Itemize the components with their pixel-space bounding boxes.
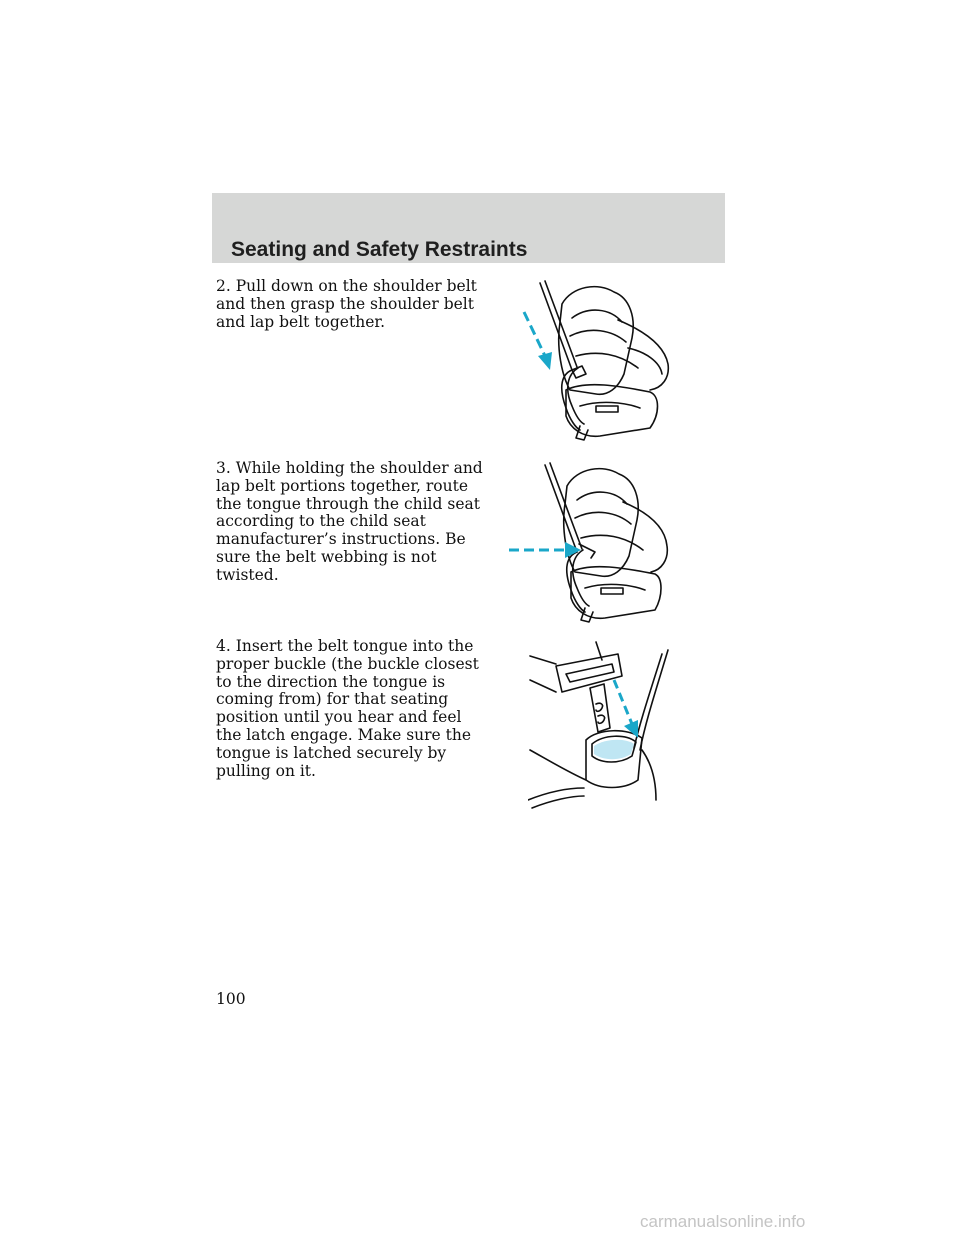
page-number: 100 <box>216 990 246 1008</box>
arrow-right-icon <box>509 542 581 558</box>
section-title: Seating and Safety Restraints <box>231 238 528 261</box>
watermark: carmanualsonline.info <box>640 1212 806 1231</box>
arrow-down-icon <box>524 312 552 370</box>
step-4-text: 4. Insert the belt tongue into the proper buckle (the buckle closest to the direction the tongue is coming from) for that seating position until you hear and feel the latch engage. Make sure the tongue is latched securely by pulling on it. <box>216 637 479 780</box>
belt-buckle-insert-illustration <box>528 640 688 810</box>
arrow-diagonal-icon <box>614 680 638 738</box>
buckle-slot-highlight <box>594 740 634 760</box>
step-2-text: 2. Pull down on the shoulder belt and then grasp the shoulder belt and lap belt together. <box>216 277 477 331</box>
child-seat-pull-belt-illustration <box>510 278 690 448</box>
child-seat-route-tongue-illustration <box>505 460 685 630</box>
step-3-text: 3. While holding the shoulder and lap belt portions together, route the tongue through the child seat according to the child seat manufacturer’s instructions. Be sure the belt webbing is not twisted. <box>216 459 483 584</box>
